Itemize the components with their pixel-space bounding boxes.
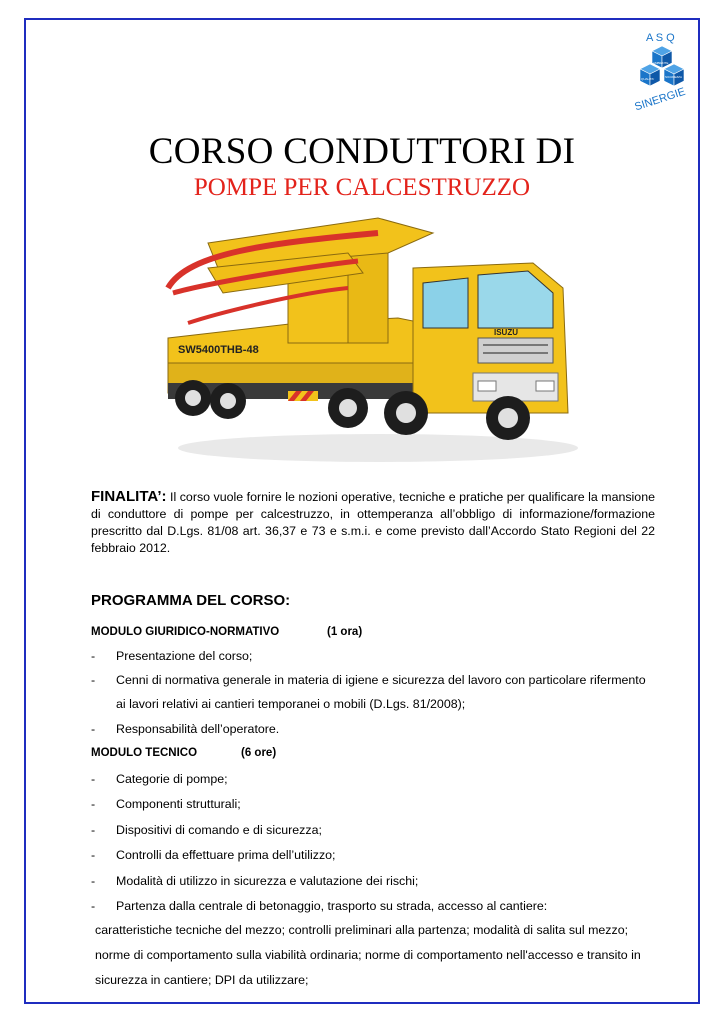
continuation-line: norme di comportamento sulla viabilità ordinaria; norme di comportamento nell'accesso e transito in — [95, 948, 641, 962]
finalita-paragraph — [91, 488, 655, 557]
finalita-label: FINALITA’: — [91, 488, 167, 505]
concrete-pump-truck-image — [148, 213, 578, 463]
list-dash: - — [91, 823, 96, 837]
asq-sinergie-logo — [626, 28, 698, 114]
page-subtitle: POMPE PER CALCESTRUZZO — [193, 174, 531, 201]
list-dash: - — [91, 649, 96, 663]
continuation-line: caratteristiche tecniche del mezzo; controlli preliminari alla partenza; modalità di salita sul mezzo; — [95, 923, 629, 937]
modulo-hours: (1 ora) — [327, 626, 363, 638]
list-dash: - — [91, 899, 96, 913]
list-item-text: Cenni di normativa generale in materia di igiene e sicurezza del lavoro con particolare rifermento — [116, 673, 646, 687]
modulo-title: MODULO TECNICO — [91, 747, 198, 759]
list-item-text: Presentazione del corso; — [116, 649, 253, 663]
list-item-text: Dispositivi di comando e di sicurezza; — [116, 823, 322, 837]
continuation-line: sicurezza in cantiere; DPI da utilizzare; — [95, 973, 309, 987]
list-item-text: ai lavori relativi ai cantieri temporanei o mobili (D.Lgs. 81/2008); — [116, 697, 466, 711]
logo-cube-label-2: SICUREZZA — [665, 75, 683, 79]
list-dash: - — [91, 848, 96, 862]
list-item-text: Categorie di pompe; — [116, 772, 228, 786]
list-item-text: Modalità di utilizzo in sicurezza e valutazione dei rischi; — [116, 874, 419, 888]
list-item-text: Responsabilità dell’operatore. — [116, 722, 280, 736]
truck-model-label: SW5400THB-48 — [178, 344, 259, 356]
list-item-text: Partenza dalla centrale di betonaggio, trasporto su strada, accesso al cantiere: — [116, 899, 548, 913]
list-dash: - — [91, 874, 96, 888]
logo-cube-label-3: QUALITA' — [641, 77, 655, 81]
logo-cube-label-1: AMBIENTE — [653, 61, 669, 65]
programma-heading: PROGRAMMA DEL CORSO: — [91, 592, 291, 609]
list-dash: - — [91, 797, 96, 811]
page-title: CORSO CONDUTTORI DI — [148, 131, 576, 172]
truck-brand-label: ISUZU — [494, 328, 518, 337]
logo-bottom-text: SINERGIE — [633, 85, 687, 114]
list-dash: - — [91, 673, 96, 687]
modulo-giuridico-heading — [91, 626, 363, 638]
modulo-title: MODULO GIURIDICO-NORMATIVO — [91, 626, 280, 638]
list-dash: - — [91, 722, 96, 736]
finalita-text: Il corso vuole fornire le nozioni operative, tecniche e pratiche per qualificare la mansione di conduttore di pompe per calcestruzzo, in ottemperanza all’obbligo di informazione/formazione prescritto dal D.Lgs. 81/08 art. 36,37 e 73 e s.m.i. e come previsto dall’Accordo Stato Regioni del 22 febbraio 2012. — [91, 490, 655, 555]
list-item-text: Controlli da effettuare prima dell’utilizzo; — [116, 848, 336, 862]
list-dash: - — [91, 772, 96, 786]
modulo-hours: (6 ore) — [241, 747, 277, 759]
list-item-text: Componenti strutturali; — [116, 797, 241, 811]
modulo-tecnico-heading — [91, 747, 277, 759]
logo-top-text: A S Q — [646, 32, 675, 44]
